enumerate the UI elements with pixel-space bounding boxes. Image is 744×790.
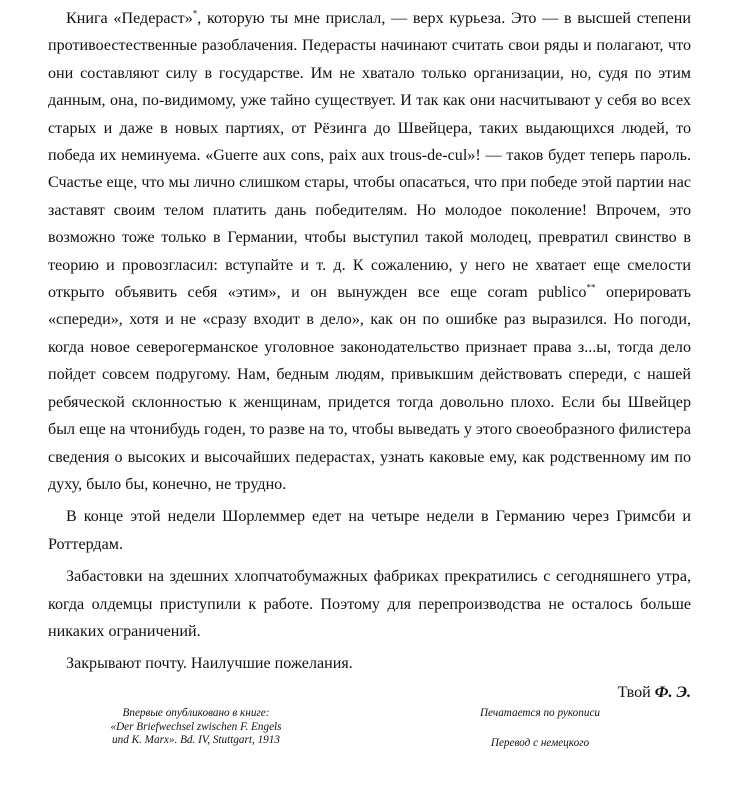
signature-line	[48, 679, 691, 706]
paragraph-2: В конце этой недели Шорлеммер едет на четыре недели в Германию через Гримсби и Роттердам.	[48, 508, 691, 553]
first-published-line-2: «Der Briefwechsel zwischen F. Engels	[110, 720, 282, 733]
signature-initials: Ф. Э.	[654, 683, 691, 701]
footnote-marker-1[interactable]: *	[192, 8, 198, 19]
first-published-line-1: Впервые опубликовано в книге:	[122, 707, 270, 719]
paragraph-4: Закрывают почту. Наилучшие пожелания.	[66, 655, 353, 673]
paragraph-3: Забастовки на здешних хлопчатобумажных фабриках прекратились с сегодняшнего утра, когда олдемцы приступили к работе. Поэтому для перепроизводства не осталось больше никаких ограничений.	[48, 568, 691, 640]
paragraph-1	[48, 5, 691, 498]
translation-note: Перевод с немецкого	[490, 736, 590, 749]
printed-from-manuscript-note: Печатается по рукописи	[479, 707, 601, 719]
signature-word: Твой	[617, 683, 655, 701]
footnote-marker-2[interactable]: **	[586, 282, 596, 293]
paragraph-1-end: оперировать «спереди», хотя и не «сразу входит в дело», как он по ошибке раз выразился. Но погоди, когда новое северогерманское уголовное законодательство признает права з...ы, тогда дело пойдет совсем подругому. Нам, бедным людям, привыкшим действовать спереди, с нашей ребяческой склонностью к женщинам, придется тогда довольно плохо. Если бы Швейцер был еще на чтонибудь годен, то разве на то, чтобы выведать у этого своеобразного филистера сведения о высоких и высочайших педерастах, узнать каковые ему, как родственному им по духу, было бы, конечно, не трудно.	[48, 284, 691, 493]
paragraph-1-middle: , которую ты мне прислал, — верх курьеза. Это — в высшей степени противоестественные разоблачения. Педерасты начинают считать свои ряды и полагают, что они составляют силу в государстве. Им не хватало только организации, но, судя по этим данным, она, по-видимому, уже тайно существует. И так как они насчитывают у себя во всех старых и даже в новых партиях, от Рёзинга до Швейцера, таких выдающихся людей, то победа их неминуема. «Guerre aux cons, paix aux trous-de-cul»! — таков будет теперь пароль. Счастье еще, что мы лично слишком стары, чтобы опасаться, что при победе этой партии нас заставят своим телом платить дань победителям. Но молодое поколение! Впрочем, это возможно тоже только в Германии, чтобы выступил такой молодец, превратил свинство в теорию и провозгласил: вступайте и т. д. К сожалению, у него не хватает еще смелости открыто объявить себя «этим», и он вынужден все еще coram publico	[48, 10, 692, 302]
letter-body	[48, 0, 691, 706]
first-published-note	[96, 707, 296, 748]
paragraph-1-start: Книга «Педераст»	[66, 10, 193, 27]
source-note	[440, 707, 640, 750]
first-published-line-3: und K. Marx». Bd. IV, Stuttgart, 1913	[112, 734, 280, 747]
